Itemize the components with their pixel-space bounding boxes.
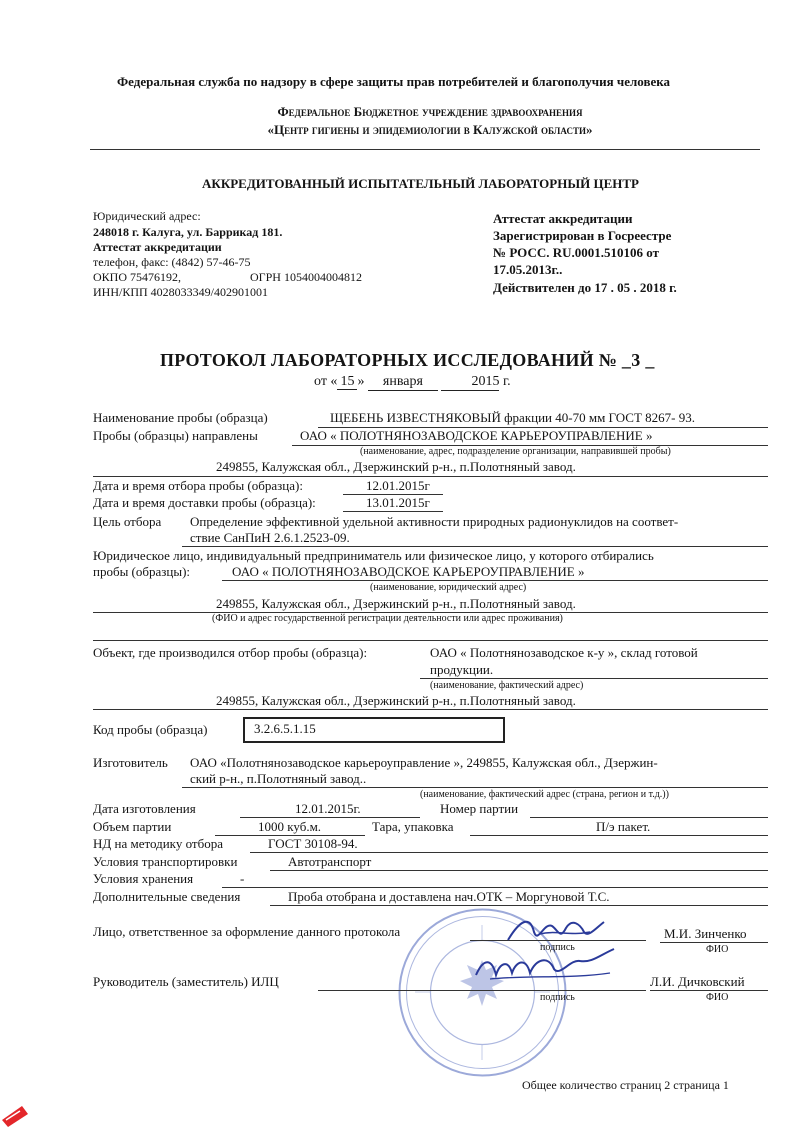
purpose-line1: Определение эффективной удельной активности природных радионуклидов на соответ- — [190, 514, 679, 529]
tara: П/э пакет. — [596, 819, 651, 834]
batch-line — [530, 817, 768, 818]
maker-label: Изготовитель — [93, 755, 168, 770]
delivery-date-line — [343, 511, 443, 512]
responsible-name: М.И. Зинченко — [664, 926, 747, 941]
delivery-date-label: Дата и время доставки пробы (образца): — [93, 495, 316, 510]
storage: - — [240, 871, 245, 886]
institution-line1: Федеральное Бюджетное учреждение здравоохранения — [277, 104, 583, 119]
responsible-sign-hint: подпись — [540, 942, 575, 953]
sample-name-label: Наименование пробы (образца) — [93, 410, 268, 425]
purpose-line — [182, 546, 768, 547]
method: ГОСТ 30108-94. — [268, 836, 358, 851]
tara-line — [470, 835, 768, 836]
date-suffix: г. — [502, 374, 511, 389]
object-line — [420, 678, 768, 679]
header-divider — [90, 149, 760, 150]
entity-address: 249855, Калужская обл., Дзержинский р-н., п.Полотняный завод. — [216, 596, 576, 611]
sample-name: ЩЕБЕНЬ ИЗВЕСТНЯКОВЫЙ фракции 40-70 мм ГОСТ 8267- 93. — [330, 410, 695, 425]
accreditation-validity: Действителен до 17 . 05 . 2018 г. — [493, 280, 677, 295]
head-sign-hint: подпись — [540, 992, 575, 1003]
head-signature-icon — [470, 945, 620, 987]
batch-label: Номер партии — [440, 801, 519, 816]
accreditation-line2: Зарегистрирован в Госреестре — [493, 228, 672, 243]
transport-label: Условия транспортировки — [93, 854, 238, 869]
object-line1: ОАО « Полотнянозаводское к-у », склад готовой — [430, 645, 698, 660]
date-day: 15 — [337, 374, 357, 390]
responsible-fio-hint: ФИО — [706, 944, 729, 955]
legal-address-label: Юридический адрес: — [93, 209, 201, 223]
extra-label: Дополнительные сведения — [93, 889, 241, 904]
code-label: Код пробы (образца) — [93, 722, 208, 737]
entity-label-line2: пробы (образцы): — [93, 564, 191, 579]
storage-label: Условия хранения — [93, 871, 194, 886]
entity-label-line1: Юридическое лицо, индивидуальный предприниматель или физическое лицо, у которого отбирались — [93, 548, 654, 563]
tara-label: Тара, упаковка — [372, 819, 454, 834]
maker-line2: ский р-н., п.Полотняный завод.. — [190, 771, 367, 786]
head-name: Л.И. Дичковский — [650, 974, 745, 989]
volume: 1000 куб.м. — [258, 819, 322, 834]
delivery-date: 13.01.2015г — [366, 495, 430, 510]
made-date-label: Дата изготовления — [93, 801, 196, 816]
date-month: января — [368, 374, 438, 391]
sent-by: ОАО « ПОЛОТНЯНОЗАВОДСКОЕ КАРЬЕРОУПРАВЛЕНИЕ » — [300, 428, 653, 443]
head-name-line — [650, 990, 768, 991]
lab-center-title: АККРЕДИТОВАННЫЙ ИСПЫТАТЕЛЬНЫЙ ЛАБОРАТОРНЫЙ ЦЕНТР — [202, 176, 639, 191]
sent-by-address: 249855, Калужская обл., Дзержинский р-н., п.Полотняный завод. — [216, 459, 576, 474]
method-label: НД на методику отбора — [93, 836, 223, 851]
accreditation-line3: № РОСС. RU.0001.510106 от — [493, 245, 659, 260]
head-sign-line — [318, 990, 646, 991]
object-address: 249855, Калужская обл., Дзержинский р-н., п.Полотняный завод. — [216, 693, 576, 708]
page-count: Общее количество страниц 2 страница 1 — [522, 1078, 729, 1092]
object-address-line — [93, 709, 768, 710]
ogrn: ОГРН 1054004004812 — [250, 270, 362, 284]
protocol-title: ПРОТОКОЛ ЛАБОРАТОРНЫХ ИССЛЕДОВАНИЙ № _3 _ — [160, 350, 655, 370]
made-date-line — [240, 817, 420, 818]
entity-name: ОАО « ПОЛОТНЯНОЗАВОДСКОЕ КАРЬЕРОУПРАВЛЕНИЕ » — [232, 564, 585, 579]
page-corner-mark-icon — [0, 1100, 30, 1128]
sampling-date-label: Дата и время отбора пробы (образца): — [93, 478, 303, 493]
sampling-date: 12.01.2015г — [366, 478, 430, 493]
made-date: 12.01.2015г. — [295, 801, 361, 816]
okpo: ОКПО 75476192, — [93, 270, 182, 284]
head-fio-hint: ФИО — [706, 992, 729, 1003]
transport: Автотранспорт — [288, 854, 372, 869]
accreditation-line1: Аттестат аккредитации — [493, 211, 633, 226]
attestat-label: Аттестат аккредитации — [93, 240, 222, 254]
responsible-label: Лицо, ответственное за оформление данного протокола — [93, 924, 401, 939]
entity-line — [222, 580, 768, 581]
object-label: Объект, где производился отбор пробы (образца): — [93, 645, 368, 660]
sent-by-label: Пробы (образцы) направлены — [93, 428, 258, 443]
accreditation-line4: 17.05.2013г.. — [493, 262, 563, 277]
purpose-line2: ствие СанПиН 2.6.1.2523-09. — [190, 530, 350, 545]
blank-line — [93, 640, 768, 641]
object-line2: продукции. — [430, 662, 494, 677]
date-prefix: от « — [314, 374, 338, 389]
purpose-label: Цель отбора — [93, 514, 162, 529]
institution-line2: «Центр гигиены и эпидемиологии в Калужской области» — [267, 122, 593, 137]
transport-line — [270, 870, 768, 871]
legal-address: 248018 г. Калуга, ул. Баррикад 181. — [93, 225, 283, 239]
protocol-date — [314, 374, 511, 391]
object-hint: (наименование, фактический адрес) — [430, 680, 584, 691]
date-year: 2015 — [441, 374, 499, 391]
extra: Проба отобрана и доставлена нач.ОТК – Моргуновой Т.С. — [288, 889, 610, 904]
phone: телефон, факс: (4842) 57-46-75 — [93, 255, 251, 269]
maker-line1: ОАО «Полотнянозаводское карьероуправление », 249855, Калужская обл., Дзержин- — [190, 755, 658, 770]
agency-name: Федеральная служба по надзору в сфере защиты прав потребителей и благополучия человека — [117, 74, 671, 89]
responsible-name-line — [660, 942, 768, 943]
entity-address-hint: (ФИО и адрес государственной регистрации деятельности или адрес проживания) — [212, 613, 563, 624]
sent-by-address-line — [93, 476, 768, 477]
inn: ИНН/КПП 4028033349/402901001 — [93, 285, 269, 299]
maker-hint: (наименование, фактический адрес (страна, регион и т.д.)) — [420, 789, 669, 800]
method-line — [250, 852, 768, 853]
responsible-signature-icon — [500, 910, 610, 950]
maker-line — [182, 787, 768, 788]
storage-line — [222, 887, 768, 888]
entity-hint: (наименование, юридический адрес) — [370, 582, 527, 593]
head-label: Руководитель (заместитель) ИЛЦ — [93, 974, 279, 989]
sent-by-hint: (наименование, адрес, подразделение организации, направившей пробы) — [360, 446, 671, 457]
date-mid: » — [357, 374, 365, 389]
volume-label: Объем партии — [93, 819, 172, 834]
sample-code: 3.2.6.5.1.15 — [254, 721, 316, 736]
